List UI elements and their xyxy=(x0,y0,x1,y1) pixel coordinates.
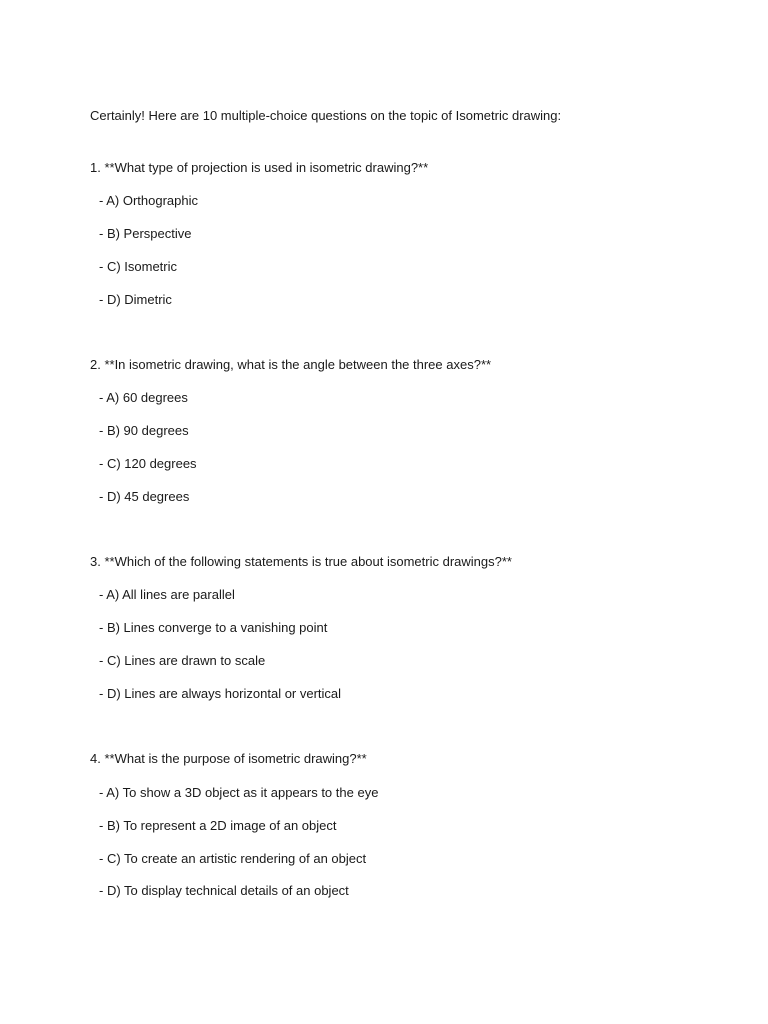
question-text: 1. **What type of projection is used in isometric drawing?** xyxy=(90,160,429,175)
option-b: - B) Lines converge to a vanishing point xyxy=(99,620,328,635)
intro-text: Certainly! Here are 10 multiple-choice questions on the topic of Isometric drawing: xyxy=(90,108,562,123)
option-c: - C) Isometric xyxy=(99,259,177,274)
option-a: - A) 60 degrees xyxy=(99,390,188,405)
option-c: - C) 120 degrees xyxy=(99,456,197,471)
question-1 xyxy=(90,160,730,307)
question-text: 3. **Which of the following statements is true about isometric drawings?** xyxy=(90,554,512,569)
option-a: - A) To show a 3D object as it appears to the eye xyxy=(99,785,379,800)
question-3 xyxy=(90,554,730,701)
question-text: 4. **What is the purpose of isometric drawing?** xyxy=(90,751,367,766)
option-b: - B) Perspective xyxy=(99,226,192,241)
question-4 xyxy=(90,751,730,898)
option-c: - C) Lines are drawn to scale xyxy=(99,653,266,668)
option-d: - D) Lines are always horizontal or vertical xyxy=(99,686,342,701)
option-d: - D) Dimetric xyxy=(99,292,172,307)
option-a: - A) All lines are parallel xyxy=(99,587,235,602)
option-a: - A) Orthographic xyxy=(99,193,198,208)
option-b: - B) 90 degrees xyxy=(99,423,189,438)
question-2 xyxy=(90,357,730,504)
question-text: 2. **In isometric drawing, what is the angle between the three axes?** xyxy=(90,357,492,372)
option-d: - D) 45 degrees xyxy=(99,489,190,504)
option-c: - C) To create an artistic rendering of an object xyxy=(99,851,367,866)
option-d: - D) To display technical details of an object xyxy=(99,883,349,898)
option-b: - B) To represent a 2D image of an object xyxy=(99,818,337,833)
